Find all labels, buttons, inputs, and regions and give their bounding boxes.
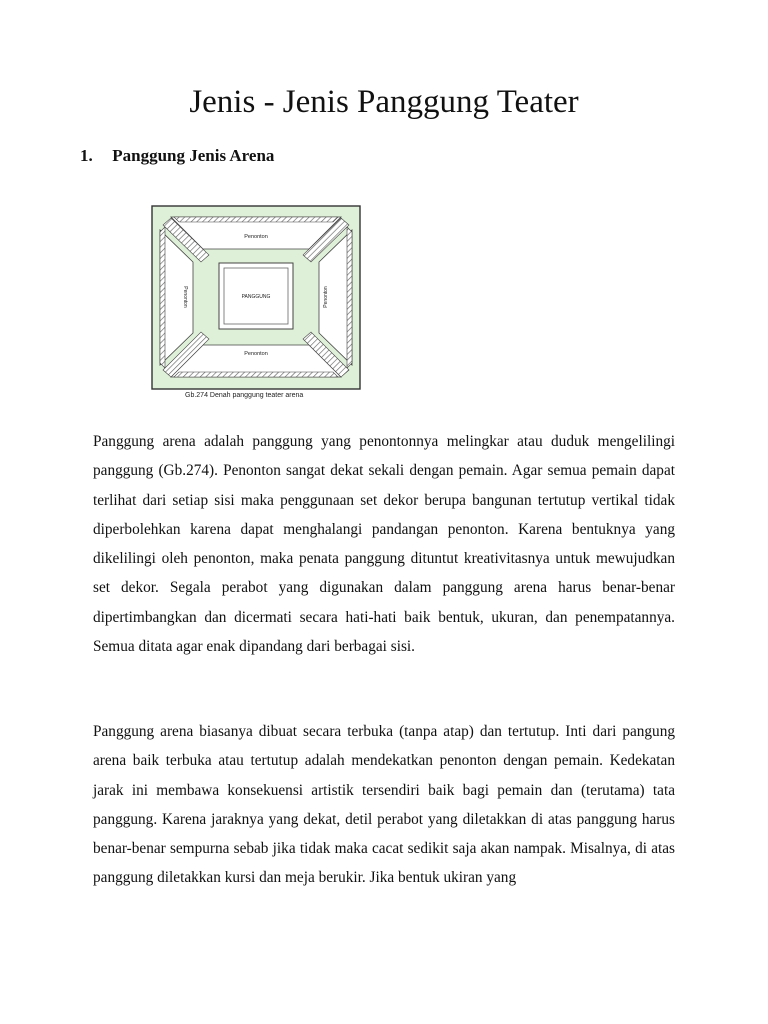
label-top: Penonton [244, 234, 268, 240]
page-title: Jenis - Jenis Panggung Teater [189, 84, 579, 120]
label-center: PANGGUNG [241, 294, 271, 300]
section-heading [80, 146, 274, 166]
paragraph-2: Panggung arena biasanya dibuat secara terbuka (tanpa atap) dan tertutup. Inti dari pangung arena baik terbuka atau tertutup adalah mendekatkan penonton dengan pemain. Kedekatan jarak ini membawa konsekuensi artistik tersendiri baik bagi pemain dan (terutama) tata panggung. Karena jaraknya yang dekat, detil perabot yang diletakkan di atas panggung harus benar-benar sempurna sebab jika tidak maka cacat sedikit saja akan nampak. Misalnya, di atas panggung diletakkan kursi dan meja berukir. Jika bentuk ukiran yang [93, 723, 675, 887]
figure-caption: Gb.274 Denah panggung teater arena [185, 392, 304, 399]
paragraph-1: Panggung arena adalah panggung yang penontonnya melingkar atau duduk mengelilingi panggung (Gb.274). Penonton sangat dekat sekali dengan pemain. Agar semua pemain dapat terlihat dari setiap sisi maka penggunaan set dekor berupa bangunan tertutup vertikal tidak diperbolehkan karena dapat menghalangi pandangan penonton. Karena bentuknya yang dikelilingi oleh penonton, maka penata panggung dituntut kreativitasnya untuk mewujudkan set dekor. Segala perabot yang digunakan dalam panggung arena harus benar-benar dipertimbangkan dan dicermati secara hati-hati baik bentuk, ukuran, dan penempatannya. Semua ditata agar enak dipandang dari berbagai sisi. [93, 433, 675, 656]
walkway-band-right [347, 227, 352, 368]
arena-stage-plan-diagram [151, 205, 361, 403]
label-left: Penonton [182, 286, 188, 308]
label-right: Penonton [323, 286, 329, 308]
walkway-band-left [160, 227, 165, 368]
arena-stage-figure [151, 205, 361, 403]
section-number: 1. [80, 146, 93, 165]
walkway-band-bottom [174, 372, 338, 377]
label-bottom: Penonton [244, 351, 268, 357]
section-title: Panggung Jenis Arena [112, 146, 275, 165]
walkway-band-top [174, 217, 338, 222]
